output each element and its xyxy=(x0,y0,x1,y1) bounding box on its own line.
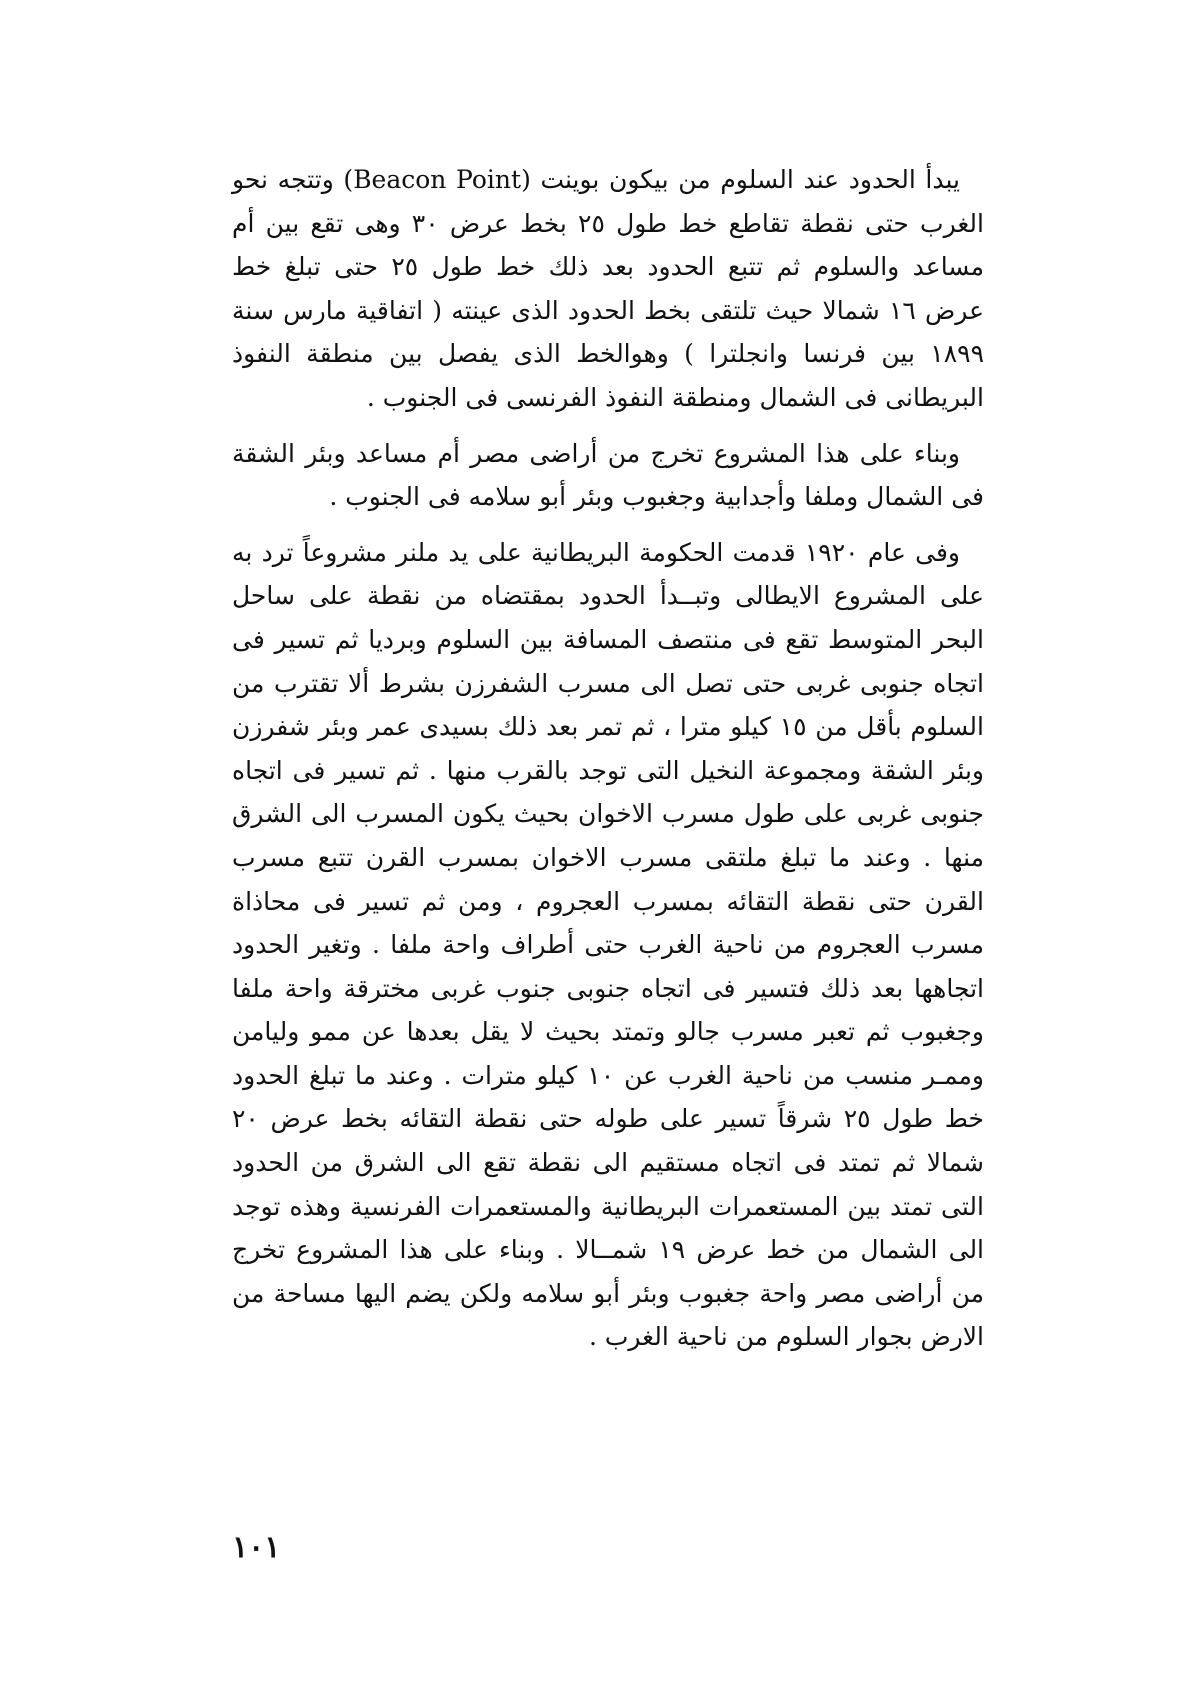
paragraph-1: يبدأ الحدود عند السلوم من بيكون بوينت (Beacon Point) وتتجه نحو الغرب حتى نقطة تقاطع خط طول ٢٥ بخط عرض ٣٠ وهى تقع بين أم مساعد والسلوم ثم تتبع الحدود بعد ذلك خط طول ٢٥ حتى تبلغ خط عرض ١٦ شمالا حيث تلتقى بخط الحدود الذى عينته ( اتفاقية مارس سنة ١٨٩٩ بين فرنسا وانجلترا ) وهوالخط الذى يفصل بين منطقة النفوذ البريطانى فى الشمال ومنطقة النفوذ الفرنسى فى الجنوب . xyxy=(232,165,985,412)
paragraph-3: وفى عام ١٩٢٠ قدمت الحكومة البريطانية على يد ملنر مشروعاً ترد به على المشروع الايطالى وتبــدأ الحدود بمقتضاه من نقطة على ساحل البحر المتوسط تقع فى منتصف المسافة بين السلوم وبرديا ثم تسير فى اتجاه جنوبى غربى حتى تصل الى مسرب الشفرزن بشرط ألا تقترب من السلوم بأقل من ١٥ كيلو مترا ، ثم تمر بعد ذلك بسيدى عمر وبئر شفرزن وبئر الشقة ومجموعة النخيل التى توجد بالقرب منها . ثم تسير فى اتجاه جنوبى غربى على طول مسرب الاخوان بحيث يكون المسرب الى الشرق منها . وعند ما تبلغ ملتقى مسرب الاخوان بمسرب القرن تتبع مسرب القرن حتى نقطة التقائه بمسرب العجروم ، ومن ثم تسير فى محاذاة مسرب العجروم من ناحية الغرب حتى أطراف واحة ملفا . وتغير الحدود اتجاهها بعد ذلك فتسير فى اتجاه جنوبى جنوب غربى مخترقة واحة ملفا وجغبوب ثم تعبر مسرب جالو وتمتد بحيث لا يقل بعدها عن ممو وليامن وممـر منسب من ناحية الغرب عن ١٠ كيلو مترات . وعند ما تبلغ الحدود خط طول ٢٥ شرقاً تسير على طوله حتى نقطة التقائه بخط عرض ٢٠ شمالا ثم تمتد فى اتجاه مستقيم الى نقطة تقع الى الشرق من الحدود التى تمتد بين المستعمرات البريطانية والمستعمرات الفرنسية وهذه توجد الى الشمال من خط عرض ١٩ شمــالا . وبناء على هذا المشروع تخرج من أراضى مصر واحة جغبوب وبئر أبو سلامه ولكن يضم اليها مساحة من الارض بجوار السلوم من ناحية الغرب . xyxy=(232,537,985,1352)
page-number: ١٠١ xyxy=(232,1530,281,1565)
paragraph-2: وبناء على هذا المشروع تخرج من أراضى مصر أم مساعد وبئر الشقة فى الشمال وملفا وأجدابية وجغبوب وبئر أبو سلامه فى الجنوب . xyxy=(232,438,984,512)
body-text xyxy=(232,158,984,1359)
